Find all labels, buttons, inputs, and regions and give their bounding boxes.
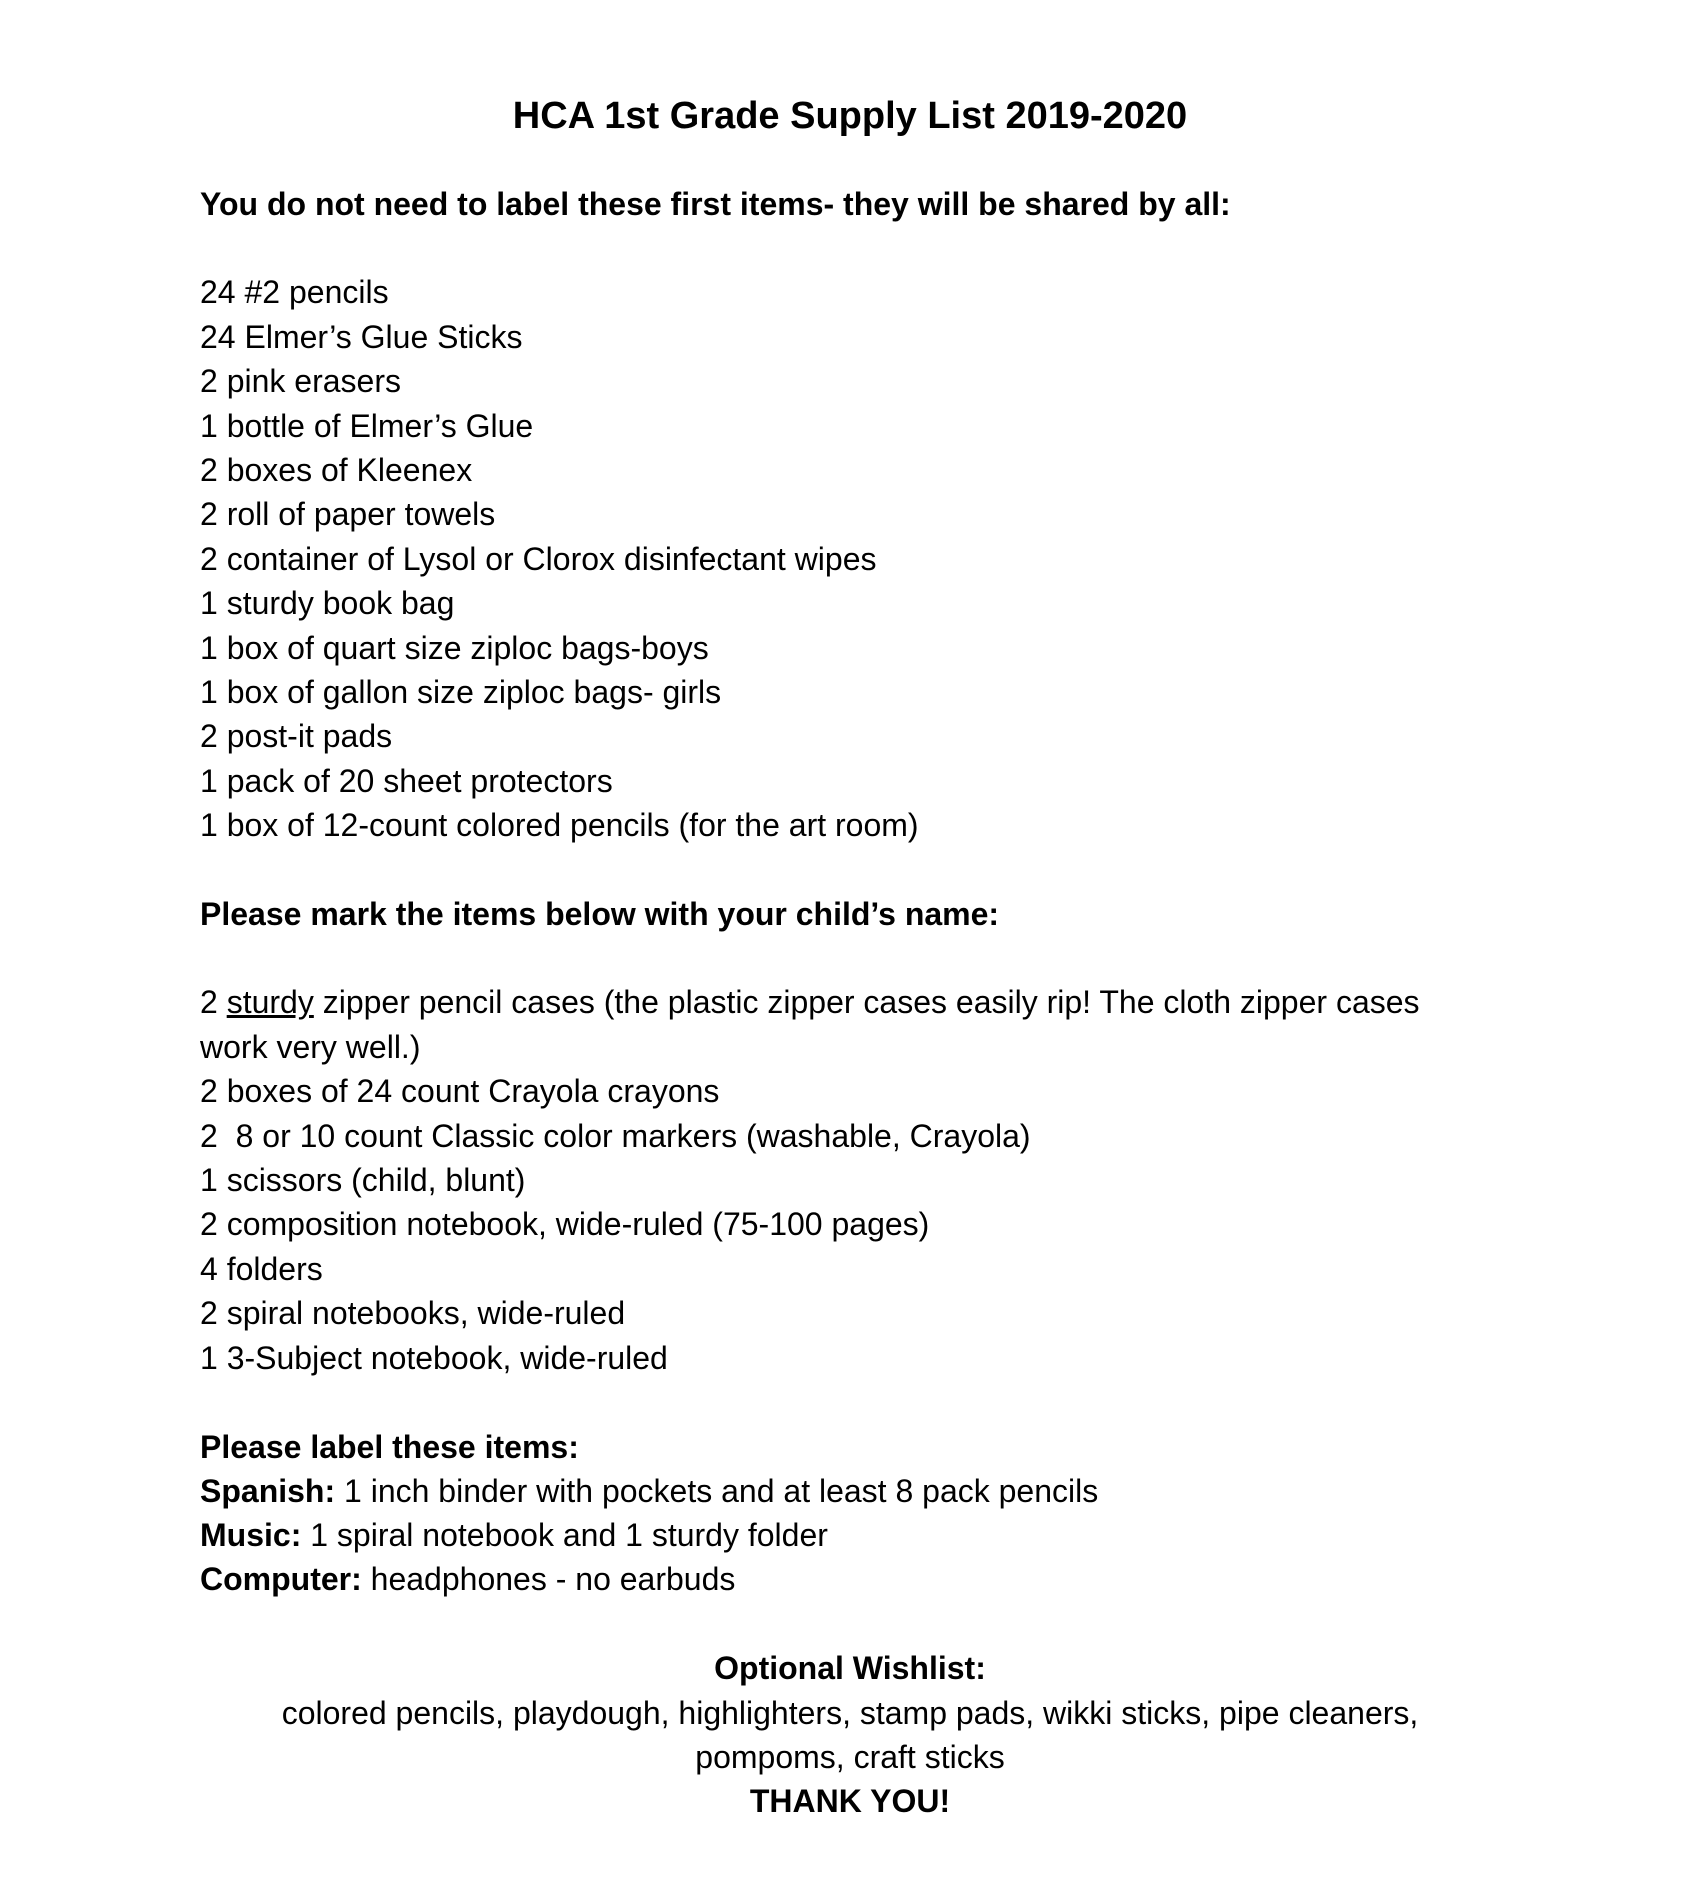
list-item: 1 pack of 20 sheet protectors xyxy=(200,762,613,799)
list-item: 24 #2 pencils xyxy=(200,274,389,311)
list-item: 2 boxes of Kleenex xyxy=(200,452,473,489)
item-text-continued: work very well.) xyxy=(200,1028,421,1065)
list-item: 2 roll of paper towels xyxy=(200,496,496,533)
spanish-row xyxy=(200,1469,1500,1513)
list-item: 1 3-Subject notebook, wide-ruled xyxy=(200,1339,668,1376)
list-item: 2 spiral notebooks, wide-ruled xyxy=(200,1295,626,1332)
pencil-case-item xyxy=(200,980,1500,1069)
list-item: 1 bottle of Elmer’s Glue xyxy=(200,407,534,444)
list-item: 1 box of gallon size ziploc bags- girls xyxy=(200,674,722,711)
computer-row xyxy=(200,1557,1500,1601)
list-item: 1 box of quart size ziploc bags-boys xyxy=(200,629,709,666)
list-item: 2 boxes of 24 count Crayola crayons xyxy=(200,1073,720,1110)
label-section-heading: Please label these items: xyxy=(200,1428,579,1465)
row-text: headphones - no earbuds xyxy=(361,1561,736,1598)
list-item: 1 box of 12-count colored pencils (for the art room) xyxy=(200,807,919,844)
list-item: 4 folders xyxy=(200,1250,323,1287)
spacer xyxy=(200,936,1500,980)
spacer xyxy=(200,1380,1500,1424)
row-text: 1 inch binder with pockets and at least 8 pack pencils xyxy=(335,1472,1099,1509)
list-item: 2 pink erasers xyxy=(200,363,401,400)
list-item: 2 post-it pads xyxy=(200,718,393,755)
list-item: 2 container of Lysol or Clorox disinfectant wipes xyxy=(200,540,877,577)
list-item: 1 sturdy book bag xyxy=(200,585,455,622)
row-label: Music: xyxy=(200,1516,302,1553)
shared-items-list xyxy=(200,270,1500,847)
spacer xyxy=(200,226,1500,270)
wishlist-line: pompoms, craft sticks xyxy=(695,1738,1005,1775)
page-title: HCA 1st Grade Supply List 2019-2020 xyxy=(512,95,1188,137)
list-item: 2 composition notebook, wide-ruled (75-100 pages) xyxy=(200,1206,930,1243)
list-item: 2 8 or 10 count Classic color markers (washable, Crayola) xyxy=(200,1117,1031,1154)
list-item: 1 scissors (child, blunt) xyxy=(200,1162,526,1199)
named-section-heading: Please mark the items below with your child’s name: xyxy=(200,896,1000,933)
named-items-list xyxy=(200,1069,1500,1380)
spacer xyxy=(200,848,1500,892)
row-text: 1 spiral notebook and 1 sturdy folder xyxy=(301,1516,828,1553)
underlined-word: sturdy xyxy=(226,984,314,1021)
row-label: Computer: xyxy=(200,1561,362,1598)
thank-you-text: THANK YOU! xyxy=(749,1783,951,1820)
shared-section-heading: You do not need to label these first items- they will be shared by all: xyxy=(200,186,1231,222)
item-prefix: 2 xyxy=(200,984,227,1021)
list-item: 24 Elmer’s Glue Sticks xyxy=(200,318,523,355)
wishlist-line: colored pencils, playdough, highlighters, stamp pads, wikki sticks, pipe cleaners, xyxy=(281,1694,1419,1731)
item-text: zipper pencil cases (the plastic zipper cases easily rip! The cloth zipper cases xyxy=(313,984,1420,1021)
row-label: Spanish: xyxy=(200,1472,336,1509)
wishlist-heading: Optional Wishlist: xyxy=(714,1650,986,1687)
spacer xyxy=(200,1602,1500,1646)
music-row xyxy=(200,1513,1500,1557)
